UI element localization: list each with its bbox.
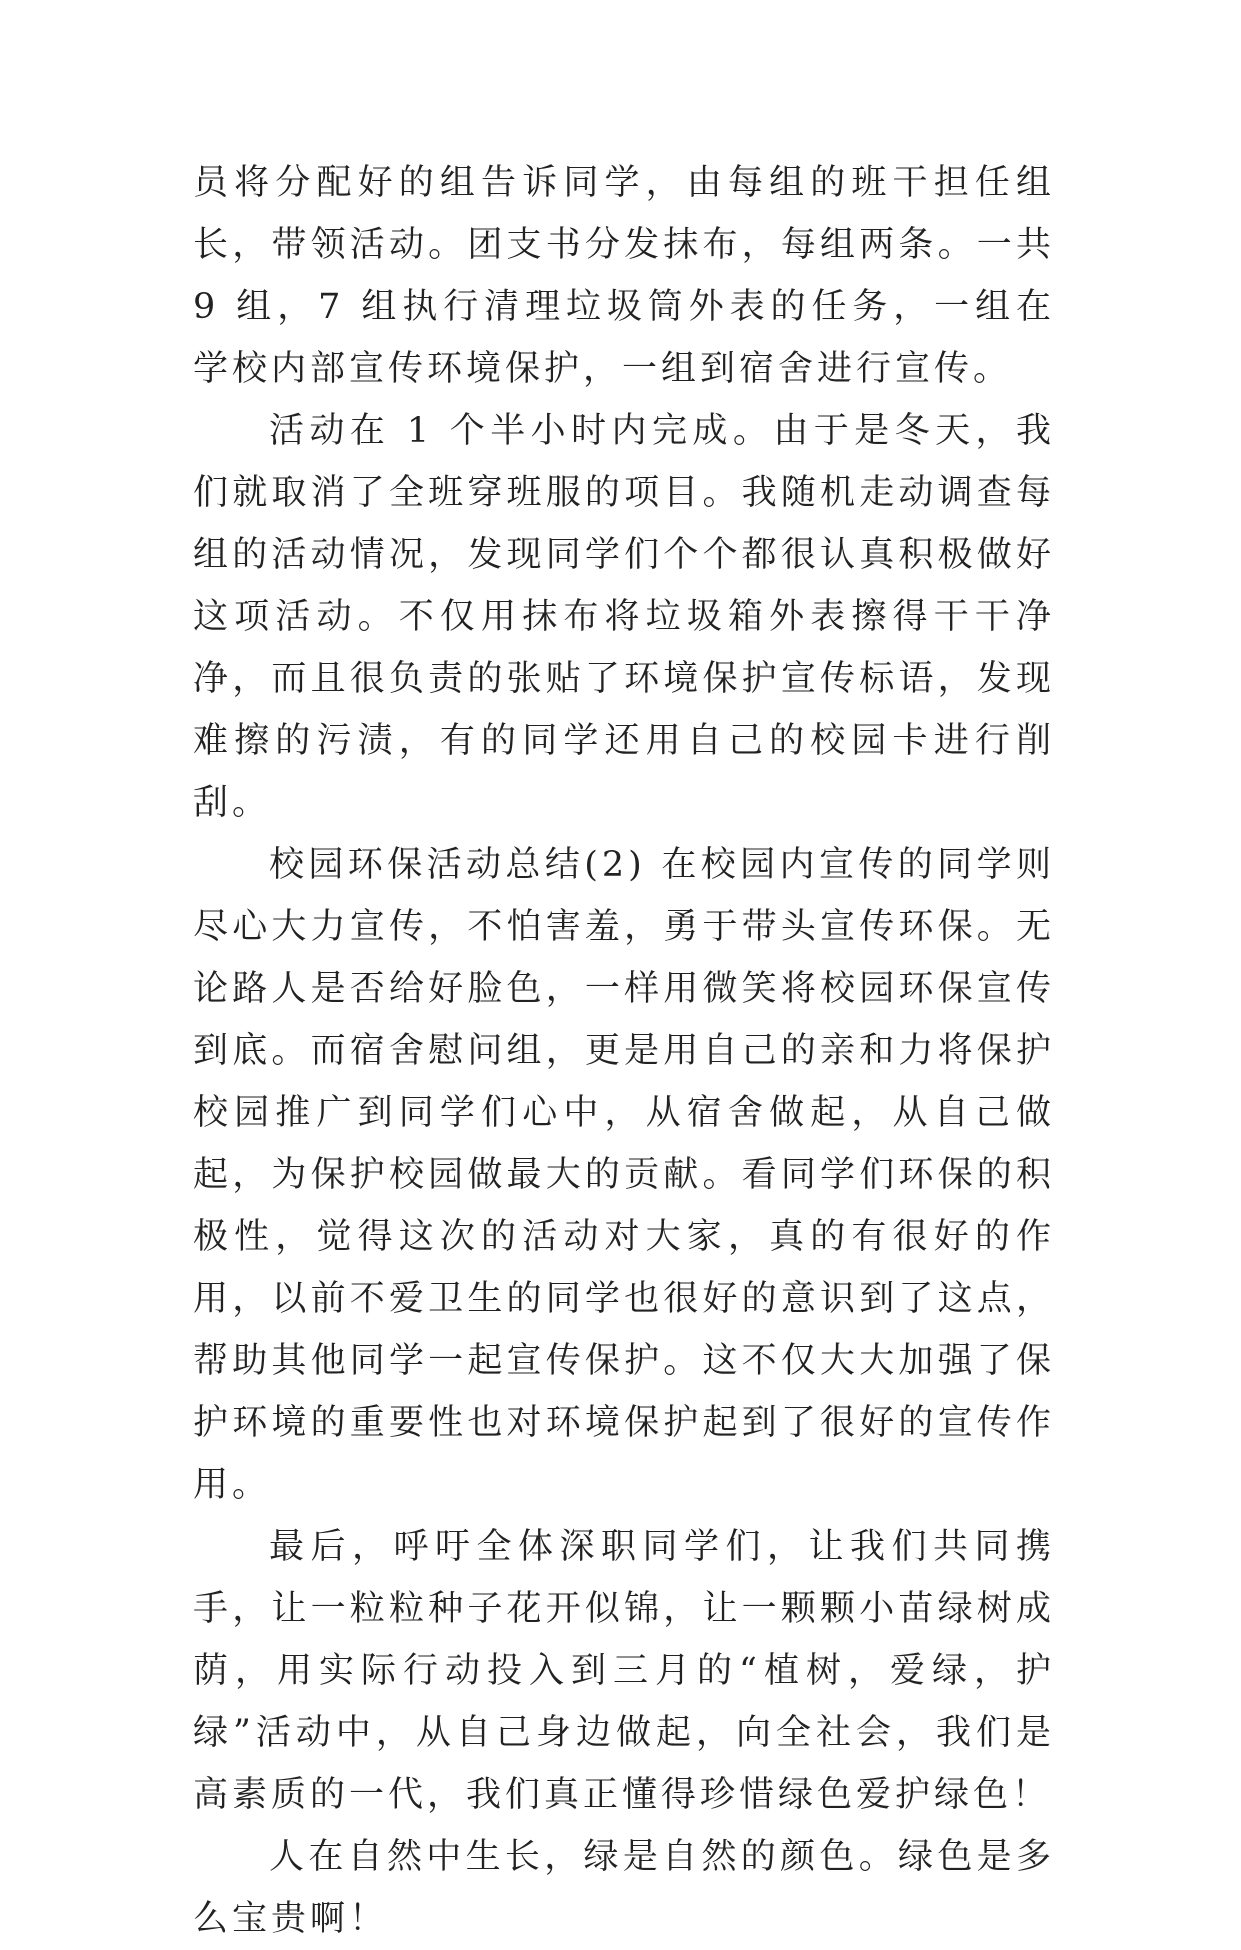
paragraph-5: 人在自然中生长，绿是自然的颜色。绿色是多么宝贵啊！ — [193, 1837, 1055, 1939]
document-body — [193, 152, 1055, 1950]
paragraph-2: 活动在 1 个半小时内完成。由于是冬天，我们就取消了全班穿班服的项目。我随机走动调查每组的活动情况，发现同学们个个都很认真积极做好这项活动。不仅用抹布将垃圾箱外表擦得干干净净，而且很负责的张贴了环境保护宣传标语，发现难擦的污渍，有的同学还用自己的校园卡进行削刮。 — [193, 411, 1055, 823]
paragraph-1: 员将分配好的组告诉同学，由每组的班干担任组长，带领活动。团支书分发抹布，每组两条。一共 9 组，7 组执行清理垃圾筒外表的任务，一组在学校内部宣传环境保护，一组到宿舍进行宣传。 — [193, 163, 1055, 389]
paragraph-4: 最后，呼吁全体深职同学们，让我们共同携手，让一粒粒种子花开似锦，让一颗颗小苗绿树成荫，用实际行动投入到三月的“植树，爱绿，护绿”活动中，从自己身边做起，向全社会，我们是高素质的一代，我们真正懂得珍惜绿色爱护绿色！ — [193, 1527, 1055, 1815]
paragraph-3: 校园环保活动总结(2) 在校园内宣传的同学则尽心大力宣传，不怕害羞，勇于带头宣传环保。无论路人是否给好脸色，一样用微笑将校园环保宣传到底。而宿舍慰问组，更是用自己的亲和力将保护校园推广到同学们心中，从宿舍做起，从自己做起，为保护校园做最大的贡献。看同学们环保的积极性，觉得这次的活动对大家，真的有很好的作用，以前不爱卫生的同学也很好的意识到了这点，帮助其他同学一起宣传保护。这不仅大大加强了保护环境的重要性也对环境保护起到了很好的宣传作用。 — [193, 845, 1055, 1505]
